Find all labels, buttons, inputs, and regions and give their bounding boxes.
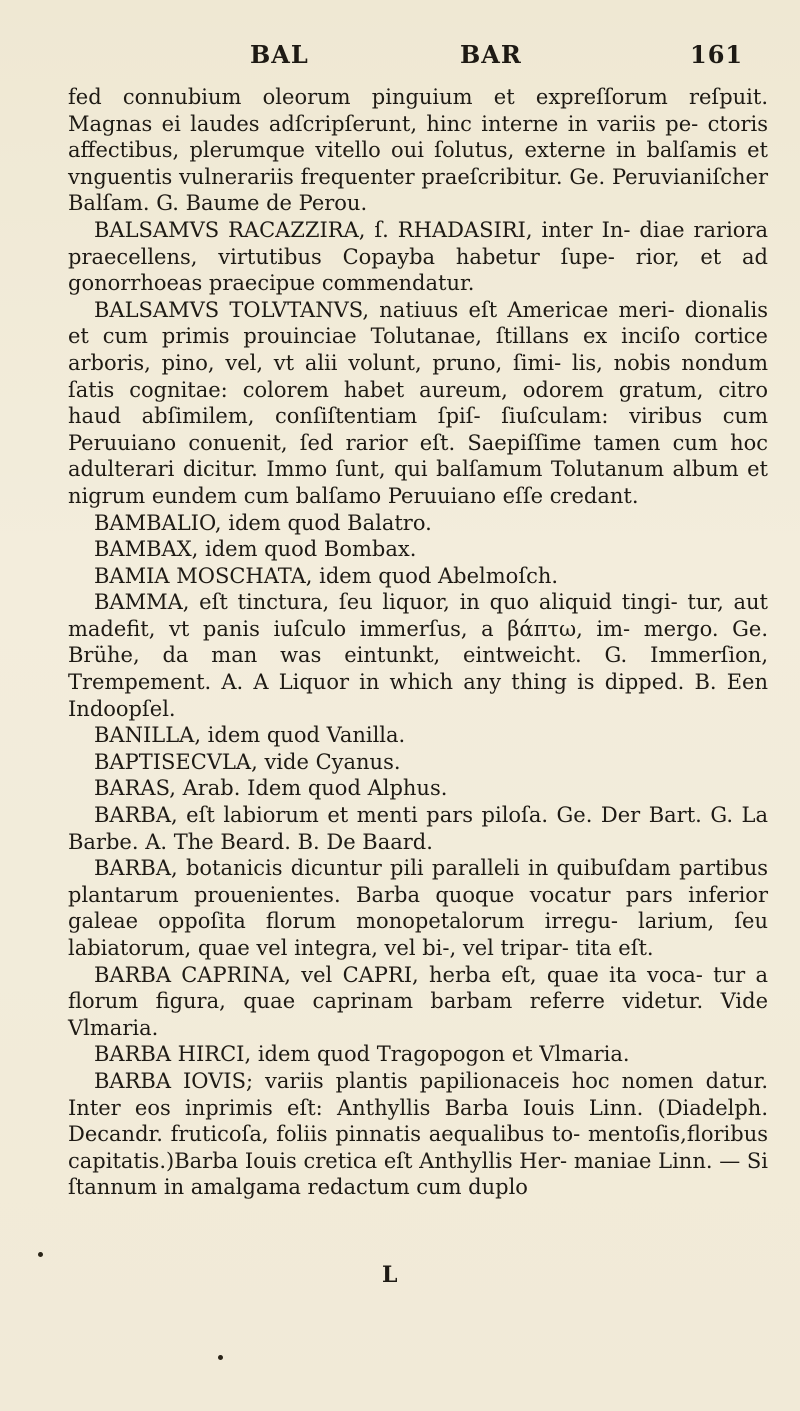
entry-barba: BARBA, eſt labiorum et menti pars piloſa. Ge. Der Bart. G. La Barbe. A. The Beard. B. De Baard. (68, 803, 768, 854)
header-right-guideword: BAR (460, 40, 522, 69)
ink-speck (38, 1252, 43, 1257)
dictionary-text (68, 84, 768, 1201)
entry-barba-caprina: BARBA CAPRINA, vel CAPRI, herba eſt, quae ita voca- tur a florum figura, quae caprinam barbam referre videtur. Vide Vlmaria. (68, 962, 768, 1040)
signature-mark: L (382, 1262, 398, 1288)
entry-bambalio: BAMBALIO, idem quod Balatro. (94, 510, 432, 535)
entry-barba-botanical: BARBA, botanicis dicuntur pili paralleli in quibuſdam partibus plantarum prouenientes. Barba quoque vocatur pars inferior galeae oppoſita florum monopetalorum irregu- larium, ſeu labiatorum, quae vel integra, vel bi-, vel tripar- tita eſt. (68, 856, 768, 960)
ink-speck (218, 1355, 223, 1360)
entry-baptisecula: BAPTISECVLA, vide Cyanus. (94, 749, 401, 774)
page-number: 161 (690, 40, 744, 69)
entry-bambax: BAMBAX, idem quod Bombax. (94, 537, 417, 562)
running-header (0, 40, 800, 76)
entry-barba-iovis: BARBA IOVIS; variis plantis papilionaceis hoc nomen datur. Inter eos inprimis eſt: Anthyllis Barba Iouis Linn. (Diadelph. Decandr. fruticoſa, foliis pinnatis aequalibus to- mentoſis,floribus capitatis.)Barba Iouis cretica eſt Anthyllis Her- maniae Linn. — Si ſtannum in amalgama redactum cum duplo (68, 1068, 768, 1200)
entry-banilla: BANILLA, idem quod Vanilla. (94, 723, 406, 748)
entry-bamia-moschata: BAMIA MOSCHATA, idem quod Abelmoſch. (94, 563, 559, 588)
header-left-guideword: BAL (250, 40, 309, 69)
entry-bamma: BAMMA, eſt tinctura, ſeu liquor, in quo aliquid tingi- tur, aut madefit, vt panis iuſculo immerſus, a βάπτω, im- mergo. Ge. Brühe, da man was eintunkt, eintweicht. G. Immerſion, Trempement. A. A Liquor in which any thing is dipped. B. Een Indoopſel. (68, 590, 768, 721)
paragraph-continued: fed connubium oleorum pinguium et expreſſorum reſpuit. Magnas ei laudes adſcripſerunt, hinc interne in variis pe- ctoris affectibus, plerumque vitello oui ſolutus, externe in balſamis et vnguentis vulnerariis frequenter praeſcribitur. Ge. Peruvianiſcher Balſam. G. Baume de Perou. (68, 85, 768, 216)
entry-baras: BARAS, Arab. Idem quod Alphus. (94, 776, 448, 801)
entry-balsamus-tolutanus: BALSAMVS TOLVTANVS, natiuus eſt Americae meri- dionalis et cum primis prouinciae Tolutanae, ſtillans ex inciſo cortice arboris, pino, vel, vt alii volunt, pruno, ſimi- lis, nobis nondum ſatis cognitae: colorem habet aureum, odorem gratum, citro haud abſimilem, conſiſtentiam ſpiſ- ſiuſculam: viribus cum Peruuiano conuenit, ſed rarior eſt. Saepiſſime tamen cum hoc adulterari dicitur. Immo ſunt, qui balſamum Tolutanum album et nigrum eundem cum balſamo Peruuiano eſſe credant. (68, 297, 768, 508)
entry-barba-hirci: BARBA HIRCI, idem quod Tragopogon et Vlmaria. (94, 1042, 630, 1067)
entry-balsamus-racazzira: BALSAMVS RACAZZIRA, ſ. RHADASIRI, inter In- diae rariora praecellens, virtutibus Copayba habetur ſupe- rior, et ad gonorrhoeas praecipue commendatur. (68, 217, 768, 296)
